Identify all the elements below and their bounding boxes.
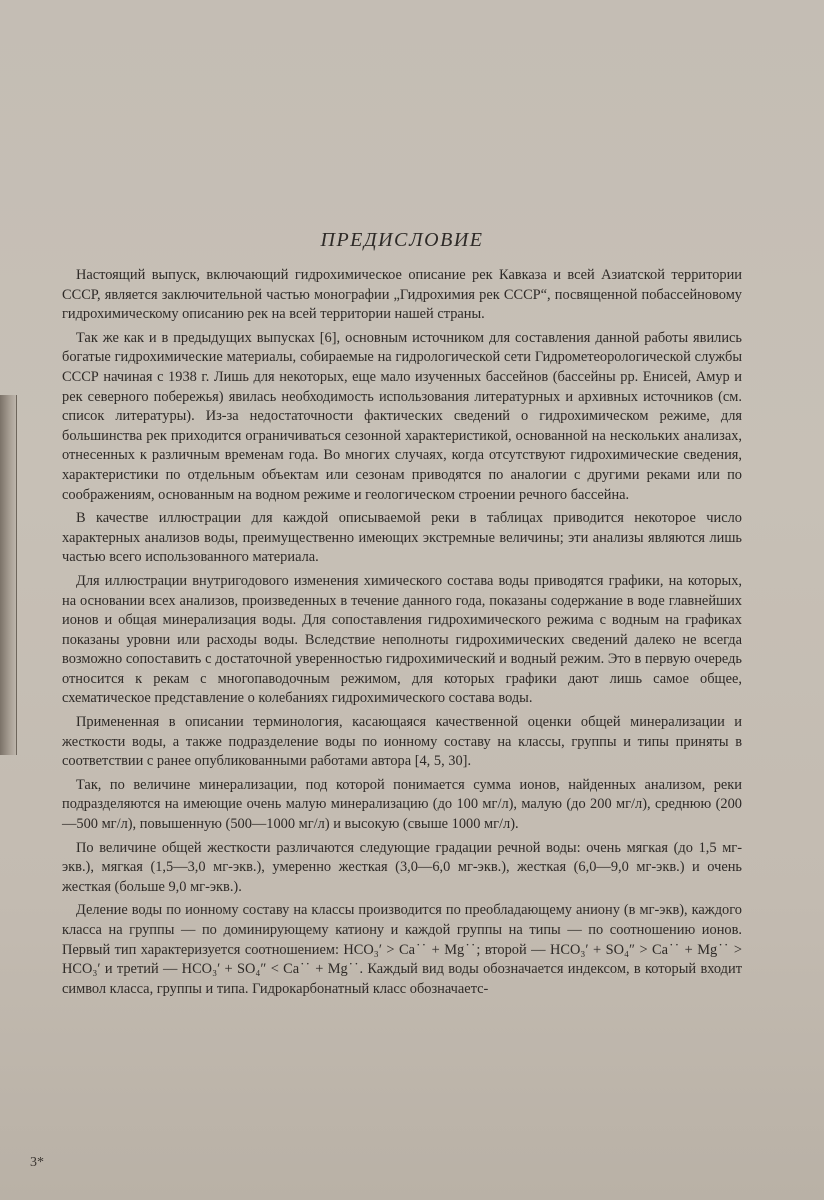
page-title: ПРЕДИСЛОВИЕ: [320, 229, 484, 251]
paragraph-6: Так, по величине минерализации, под которой понимается сумма ионов, найденных анализом, реки подразделяются на имеющие очень малую минерализацию (до 100 мг/л), малую (до 200 мг/л), среднюю (200—500 мг/л), повышенную (500—1000 мг/л) и высокую (свыше 1000 мг/л).: [62, 776, 742, 833]
paragraph-4: Для иллюстрации внутригодового изменения химического состава воды приводятся графики, на которых, на основании всех анализов, произведенных в течение данного года, показаны содержание в воде главнейших ионов и общая минерализация воды. Для сопоставления гидрохимического режима с водным на графиках показаны уровни или расходы воды. Вследствие неполноты гидрохимических сведений далеко не всегда возможно сопоставить с достаточной уверенностью гидрохимический и водный режим. Это в первую очередь относится к рекам с многопаводочным режимом, для которых графики дают лишь самое общее, схематическое представление о колебаниях гидрохимического состава воды.: [62, 572, 742, 707]
paragraph-8: Деление воды по ионному составу на классы производится по преобладающему аниону (в мг-экв), каждого класса на группы — по доминирующему катиону и каждой группы на типы — по соотношению ионов. Первый тип характеризуется соотношением: HCO₃′ > Ca˙˙ + Mg˙˙; второй — HCO₃′ + SO₄″ > Ca˙˙ + Mg˙˙ > HCO₃′ и третий — HCO₃′ + SO₄″ < Ca˙˙ + Mg˙˙. Каждый вид воды обозначается индексом, в который входит символ класса, группы и типа. Гидрокарбонатный класс обозначаетс-: [62, 902, 742, 997]
paragraph-5: Примененная в описании терминология, касающаяся качественной оценки общей минерализации и жесткости воды, а также подразделение воды по ионному составу на классы, группы и типы приняты в соответствии с ранее опубликованными работами автора [4, 5, 30].: [62, 714, 742, 770]
paragraph-1: Настоящий выпуск, включающий гидрохимическое описание рек Кавказа и всей Азиатской территории СССР, является заключительной частью монографии „Гидрохимия рек СССР“, посвященной побассейновому гидрохимическому описанию рек на всей территории нашей страны.: [62, 267, 742, 323]
text-block: [62, 228, 742, 1003]
paragraph-7: По величине общей жесткости различаются следующие градации речной воды: очень мягкая (до 1,5 мг-экв.), мягкая (1,5—3,0 мг-экв.), умеренно жесткая (3,0—6,0 мг-экв.), жесткая (6,0—9,0 мг-экв.) и очень жесткая (больше 9,0 мг-экв.).: [62, 839, 742, 895]
binding-edge: [0, 395, 17, 755]
paragraph-2: Так же как и в предыдущих выпусках [6], основным источником для составления данной работы явились богатые гидрохимические материалы, собираемые на гидрологической сети Гидрометеорологической службы СССР начиная с 1938 г. Лишь для некоторых, еще мало изученных бассейнов (бассейны рр. Енисей, Амур и рек северного побережья) явилась необходимость использования литературных и архивных источников (см. список литературы). Из-за недостаточности фактических сведений о гидрохимическом режиме, для большинства рек приходится ограничиваться сезонной характеристикой, основанной на нескольких анализах, отнесенных к различным временам года. Во многих случаях, когда отсутствуют гидрохимические сведения, характеристики по отдельным объектам или сезонам приводятся по аналогии с другими реками или по соображениям, основанным на водном режиме и геологическом строении речного бассейна.: [62, 329, 742, 503]
page-number: 3*: [30, 1155, 44, 1170]
paragraph-3: В качестве иллюстрации для каждой описываемой реки в таблицах приводится некоторое число характерных анализов воды, преимущественно имеющих экстремные величины; эти анализы являются лишь частью всего использованного материала.: [62, 510, 742, 566]
